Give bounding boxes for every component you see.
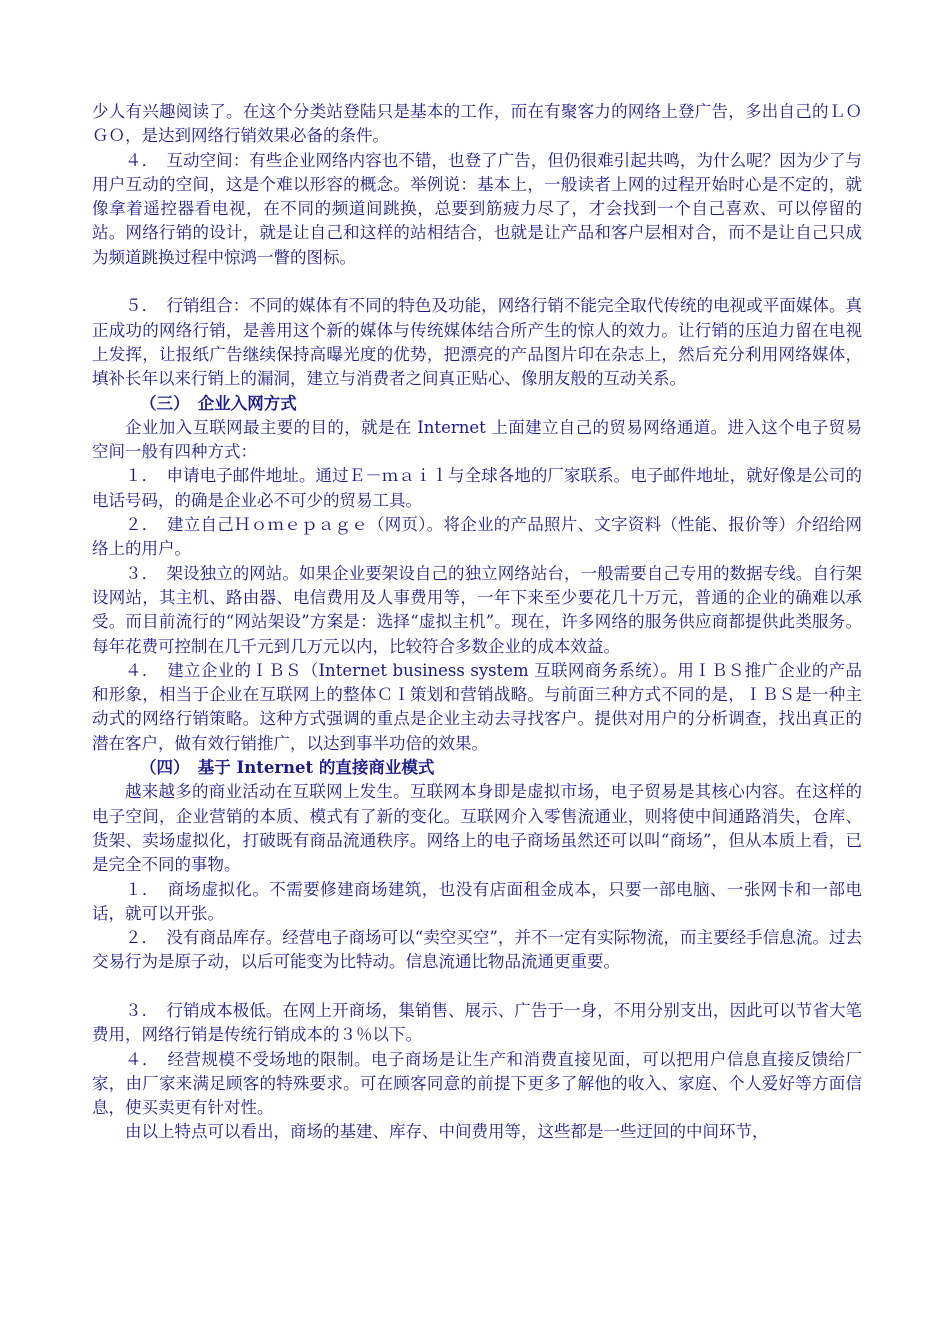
blank-line (92, 270, 862, 294)
paragraph: 少人有兴趣阅读了。在这个分类站登陆只是基本的工作，而在有聚客力的网络上登广告，多出自己的ＬＯＧＯ，是达到网络行销效果必备的条件。 (92, 102, 862, 146)
blank-line (92, 975, 862, 999)
section-heading-4: （四） 基于 Internet 的直接商业模式 (140, 758, 435, 778)
paragraph-interactive-space: ４． 互动空间：有些企业网络内容也不错，也登了广告，但仍很难引起共鸣，为什么呢？因为少了与用户互动的空间，这是个难以形容的概念。举例说：基本上，一般读者上网的过程开始时心是不定的，就像拿着遥控器看电视，在不同的频道间跳换，总要到筋疲力尽了，才会找到一个自己喜欢、可以停留的站。网络行销的设计，就是让自己和这样的站相结合，也就是让产品和客户层相对合，而不是让自己只成为频道跳换过程中惊鸿一瞥的图标。 (92, 150, 862, 267)
section-heading-3: （三） 企业入网方式 (140, 393, 297, 413)
paragraph: 越来越多的商业活动在互联网上发生。互联网本身即是虚拟市场，电子贸易是其核心内容。在这样的电子空间，企业营销的本质、模式有了新的变化。互联网介入零售流通业，则将使中间通路消失，仓库、货架、卖场虚拟化，打破既有商品流通秩序。网络上的电子商场虽然还可以叫“商场”，但从本质上看，已是完全不同的事物。 (92, 782, 862, 875)
paragraph: 企业加入互联网最主要的目的，就是在 Internet 上面建立自己的贸易网络通道。进入这个电子贸易空间一般有四种方式： (92, 417, 862, 462)
list-item: ４． 建立企业的ＩＢＳ（Internet business system 互联网商务系统）。用ＩＢＳ推广企业的产品和形象，相当于企业在互联网上的整体ＣＩ策划和营销战略。与前面三种方式不同的是，ＩＢＳ是一种主动式的网络行销策略。这种方式强调的重点是企业主动去寻找客户。提供对用户的分析调查，找出真正的潜在客户，做有效行销推广，以达到事半功倍的效果。 (92, 660, 862, 753)
paragraph: 由以上特点可以看出，商场的基建、库存、中间费用等，这些都是一些迂回的中间环节， (125, 1122, 769, 1142)
list-item: ２． 没有商品库存。经营电子商场可以“卖空买空”，并不一定有实际物流，而主要经手信息流。过去交易行为是原子动，以后可能变为比特动。信息流通比物品流通更重要。 (92, 928, 862, 972)
list-item: ４． 经营规模不受场地的限制。电子商场是让生产和消费直接见面，可以把用户信息直接反馈给厂家，由厂家来满足顾客的特殊要求。可在顾客同意的前提下更多了解他的收入、家庭、个人爱好等方面信息，使买卖更有针对性。 (92, 1049, 862, 1118)
paragraph-marketing-mix: ５． 行销组合：不同的媒体有不同的特色及功能，网络行销不能完全取代传统的电视或平面媒体。真正成功的网络行销，是善用这个新的媒体与传统媒体结合所产生的惊人的效力。让行销的压迫力留在电视上发挥，让报纸广告继续保持高曝光度的优势，把漂亮的产品图片印在杂志上，然后充分利用网络媒体，填补长年以来行销上的漏洞，建立与消费者之间真正贴心、像朋友般的互动关系。 (92, 296, 862, 389)
document-body (92, 100, 862, 1145)
list-item: ３． 行销成本极低。在网上开商场，集销售、展示、广告于一身，不用分别支出，因此可以节省大笔费用，网络行销是传统行销成本的３％以下。 (92, 1000, 862, 1045)
list-item: １． 商场虚拟化。不需要修建商场建筑，也没有店面租金成本，只要一部电脑、一张网卡和一部电话，就可以开张。 (92, 879, 862, 923)
list-item: ２． 建立自己Ｈｏｍｅｐａｇｅ（网页）。将企业的产品照片、文字资料（性能、报价等）介绍给网络上的用户。 (92, 515, 862, 559)
list-item: ３． 架设独立的网站。如果企业要架设自己的独立网络站台，一般需要自己专用的数据专线。自行架设网站，其主机、路由器、电信费用及人事费用等，一年下来至少要花几十万元，普通的企业的确难以承受。而目前流行的“网站架设”方案是：选择“虚拟主机”。现在，许多网络的服务供应商都提供此类服务。每年花费可控制在几千元到几万元以内，比较符合多数企业的成本效益。 (92, 563, 862, 656)
list-item: １． 申请电子邮件地址。通过Ｅ－ｍａｉｌ与全球各地的厂家联系。电子邮件地址，就好像是公司的电话号码，的确是企业必不可少的贸易工具。 (92, 466, 862, 510)
